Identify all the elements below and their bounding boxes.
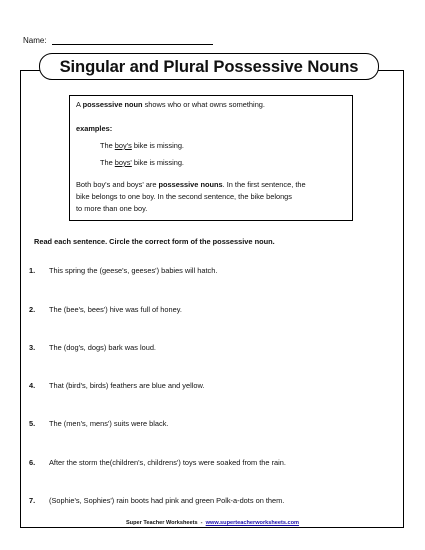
question-text: (Sophie's, Sophies') rain boots had pink and green Polk-a-dots on them. [49, 496, 285, 505]
example-2-pre: The [100, 158, 115, 167]
question-number: 6. [29, 458, 36, 467]
example-2 [100, 158, 184, 168]
definition-box [69, 95, 353, 221]
question-text: That (bird's, birds) feathers are blue and yellow. [49, 381, 205, 390]
footer-link[interactable]: www.superteacherworksheets.com [205, 520, 300, 526]
explanation-post: . In the first sentence, the [222, 180, 306, 189]
definition-term: possessive noun [82, 100, 143, 109]
question-number: 2. [29, 305, 36, 314]
examples-heading: examples: [76, 124, 113, 133]
question-text: The (bee's, bees') hive was full of honey. [49, 305, 182, 314]
example-1-noun: boy's [114, 141, 132, 150]
explanation-line-3: to more than one boy. [76, 204, 148, 213]
explanation-term: possessive nouns [158, 180, 223, 189]
explanation-line-2: bike belongs to one boy. In the second sentence, the bike belongs [76, 192, 292, 201]
question-number: 7. [29, 496, 36, 505]
name-label: Name: [23, 36, 47, 45]
definition-intro-pre: A [76, 100, 83, 109]
definition-intro [76, 100, 265, 110]
definition-intro-post: shows who or what owns something. [142, 100, 265, 109]
question-text: After the storm the(children's, childrens') toys were soaked from the rain. [49, 458, 286, 467]
question-number: 5. [29, 419, 36, 428]
explanation-pre: Both boy's and boys' are [76, 180, 159, 189]
question-text: This spring the (geese's, geeses') babies will hatch. [49, 266, 218, 275]
footer [0, 520, 425, 526]
example-1-pre: The [100, 141, 115, 150]
instructions: Read each sentence. Circle the correct form of the possessive noun. [34, 237, 275, 246]
explanation-line-1 [76, 180, 306, 190]
question-number: 3. [29, 343, 36, 352]
question-number: 4. [29, 381, 36, 390]
footer-separator: - [200, 520, 203, 526]
example-1 [100, 141, 184, 151]
title-banner [39, 53, 379, 80]
question-text: The (dog's, dogs) bark was loud. [49, 343, 156, 352]
example-2-post: bike is missing. [131, 158, 184, 167]
question-text: The (men's, mens') suits were black. [49, 419, 169, 428]
example-2-noun: boys' [114, 158, 132, 167]
footer-brand: Super Teacher Worksheets [125, 520, 198, 526]
question-number: 1. [29, 266, 36, 275]
example-1-post: bike is missing. [131, 141, 184, 150]
name-line [52, 44, 213, 45]
page-title: Singular and Plural Possessive Nouns [59, 56, 359, 76]
